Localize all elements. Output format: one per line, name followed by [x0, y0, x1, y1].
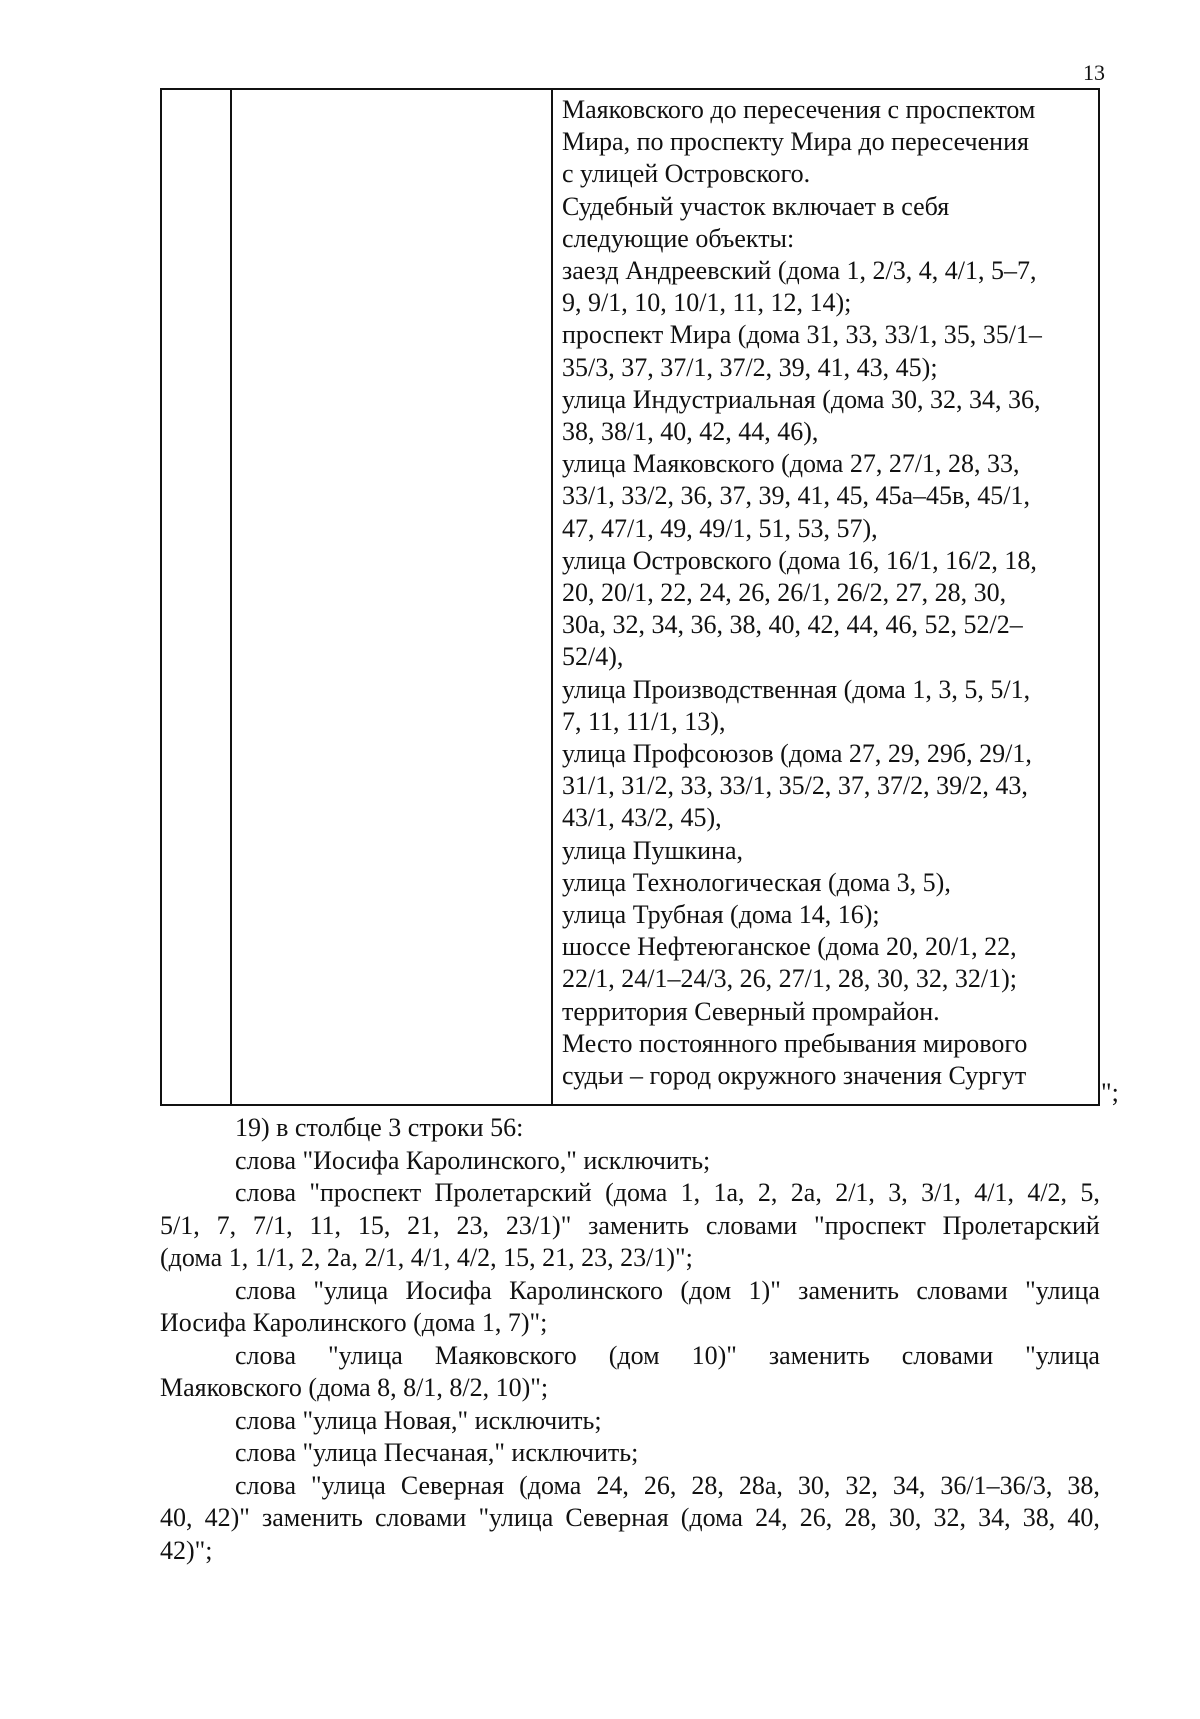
- word: словами: [374, 1503, 467, 1532]
- column-3-line: с улицей Островского.: [562, 159, 811, 189]
- paragraph-2-line-2: [160, 1210, 1100, 1243]
- word: 34,: [978, 1503, 1011, 1532]
- word: 32,: [845, 1470, 878, 1500]
- word: (дом: [680, 1275, 732, 1305]
- word: (дома: [519, 1470, 582, 1500]
- word: 1,: [680, 1178, 701, 1207]
- column-3-line: заезд Андреевский (дома 1, 2/3, 4, 4/1, 5–7,: [562, 256, 1037, 286]
- word: "улица: [311, 1470, 386, 1500]
- word: 23,: [456, 1210, 489, 1240]
- word: (дома: [605, 1178, 668, 1207]
- paragraph-7-line-3: 42)";: [160, 1535, 213, 1565]
- word: 2/1,: [835, 1178, 875, 1207]
- column-3-line: Место постоянного пребывания мирового: [562, 1028, 1028, 1058]
- word: (дома: [680, 1503, 743, 1532]
- word: Пролетарский: [434, 1178, 592, 1207]
- column-3-line: территория Северный промрайон.: [562, 996, 940, 1026]
- word: 32,: [933, 1503, 967, 1532]
- column-3-line: 31/1, 31/2, 33, 33/1, 35/2, 37, 37/2, 39/2, 43,: [562, 771, 1028, 801]
- word: 3,: [888, 1178, 908, 1207]
- column-3-line: улица Профсоюзов (дома 27, 29, 29б, 29/1,: [562, 739, 1032, 769]
- paragraph-2-line-1: [235, 1177, 1100, 1210]
- column-3-line: улица Островского (дома 16, 16/1, 16/2, 18,: [562, 545, 1037, 575]
- word: 28,: [844, 1503, 877, 1532]
- column-3-line: 47, 47/1, 49, 49/1, 51, 53, 57),: [562, 513, 878, 543]
- column-3-line: 38, 38/1, 40, 42, 44, 46),: [562, 417, 819, 447]
- column-3-line: 43/1, 43/2, 45),: [562, 803, 722, 833]
- word: 38,: [1067, 1470, 1100, 1500]
- paragraph-2: [160, 1177, 1100, 1210]
- word: 40,: [160, 1503, 193, 1532]
- word: слова: [235, 1340, 296, 1370]
- word: 10)": [691, 1340, 737, 1370]
- word: 4/1,: [974, 1178, 1014, 1207]
- paragraph-7-line-1: [235, 1470, 1100, 1503]
- word: Пролетарский: [942, 1210, 1100, 1240]
- word: 21,: [407, 1210, 440, 1240]
- word: 36/1–36/3,: [940, 1470, 1053, 1500]
- word: "улица: [1025, 1340, 1100, 1370]
- paragraph-3-line-1: [235, 1275, 1100, 1308]
- column-3-line: проспект Мира (дома 31, 33, 33/1, 35, 35/1–: [562, 320, 1042, 350]
- word: 38,: [1022, 1503, 1056, 1532]
- word: заменить: [588, 1210, 689, 1240]
- column-3-line: 7, 11, 11/1, 13),: [562, 706, 726, 736]
- paragraph-5: слова "улица Новая," исключить;: [235, 1405, 602, 1435]
- word: словами: [705, 1210, 798, 1240]
- column-3-line: улица Трубная (дома 14, 16);: [562, 900, 880, 930]
- column-3-line: 9, 9/1, 10, 10/1, 11, 12, 14);: [562, 288, 852, 318]
- word: 15,: [357, 1210, 391, 1240]
- word: слова: [235, 1275, 296, 1305]
- paragraph-2-line-3: (дома 1, 1/1, 2, 2а, 2/1, 4/1, 4/2, 15, 21, 23, 23/1)";: [160, 1243, 693, 1272]
- column-3-line: 52/4),: [562, 642, 624, 672]
- item-heading: 19) в столбце 3 строки 56:: [235, 1113, 524, 1142]
- word: словами: [901, 1340, 994, 1370]
- word: 23/1)": [505, 1210, 572, 1240]
- word: 30,: [797, 1470, 831, 1500]
- word: 28,: [691, 1470, 724, 1500]
- page-number: 13: [1083, 60, 1105, 85]
- column-3-line: Мира, по проспекту Мира до пересечения: [562, 127, 1029, 157]
- word: словами: [916, 1275, 1008, 1305]
- paragraph-3-line-2: Иосифа Каролинского (дома 1, 7)";: [160, 1308, 548, 1337]
- word: 34,: [892, 1470, 926, 1500]
- column-3-line: шоссе Нефтеюганское (дома 20, 20/1, 22,: [562, 932, 1017, 962]
- paragraph-7-line-2: [160, 1502, 1100, 1535]
- word: "улица: [328, 1340, 403, 1370]
- word: (дом: [608, 1340, 660, 1370]
- word: заменить: [768, 1340, 870, 1370]
- word: "улица: [1025, 1275, 1100, 1305]
- word: 7/1,: [252, 1210, 293, 1240]
- word: 24,: [755, 1503, 788, 1532]
- word: Каролинского: [509, 1275, 663, 1305]
- word: 28а,: [738, 1470, 783, 1500]
- word: 5,: [1080, 1178, 1100, 1207]
- column-3-line: 22/1, 24/1–24/3, 26, 27/1, 28, 30, 32, 32/1);: [562, 964, 1017, 994]
- column-3-line: улица Пушкина,: [562, 835, 743, 865]
- word: "проспект: [309, 1178, 422, 1207]
- column-3-line: улица Производственная (дома 1, 3, 5, 5/1,: [562, 674, 1031, 704]
- column-3-line: улица Маяковского (дома 27, 27/1, 28, 33,: [562, 449, 1020, 479]
- word: "улица: [478, 1503, 554, 1532]
- word: "проспект: [814, 1210, 926, 1240]
- word: 26,: [799, 1503, 833, 1532]
- word: "улица: [313, 1275, 389, 1305]
- column-3-line: улица Индустриальная (дома 30, 32, 34, 36,: [562, 384, 1041, 414]
- word: 7,: [216, 1210, 237, 1240]
- column-divider-1: [230, 90, 232, 1104]
- amendment-body: [160, 1112, 1100, 1567]
- table-closing-quote: ";: [1101, 1078, 1119, 1107]
- word: 30,: [888, 1503, 922, 1532]
- column-3-line: следующие объекты:: [562, 223, 795, 253]
- word: Северная: [565, 1503, 669, 1532]
- table-column-3-text: [562, 94, 1090, 1092]
- paragraph-1: слова "Иосифа Каролинского," исключить;: [235, 1145, 711, 1175]
- paragraph-6: слова "улица Песчаная," исключить;: [235, 1438, 639, 1467]
- word: 11,: [309, 1210, 341, 1240]
- column-divider-2: [551, 90, 553, 1104]
- column-3-line: 30а, 32, 34, 36, 38, 40, 42, 44, 46, 52, 52/2–: [562, 610, 1023, 640]
- word: 1)": [748, 1275, 781, 1305]
- word: 4/2,: [1027, 1178, 1068, 1207]
- amendment-table: [160, 88, 1100, 1106]
- column-3-line: Судебный участок включает в себя: [562, 191, 950, 221]
- word: Иосифа: [405, 1275, 492, 1305]
- column-3-line: улица Технологическая (дома 3, 5),: [562, 867, 951, 897]
- paragraph-4-line-1: [235, 1340, 1100, 1373]
- word: заменить: [262, 1503, 363, 1532]
- column-3-line: судьи – город окружного значения Сургут: [562, 1061, 1027, 1091]
- word: 24,: [596, 1470, 629, 1500]
- word: заменить: [798, 1275, 900, 1305]
- word: Северная: [400, 1470, 505, 1500]
- column-3-line: 35/3, 37, 37/1, 37/2, 39, 41, 43, 45);: [562, 352, 938, 382]
- word: 42)": [204, 1503, 250, 1532]
- word: 2а,: [790, 1178, 822, 1207]
- word: 2,: [757, 1178, 778, 1207]
- word: 40,: [1067, 1503, 1100, 1532]
- column-3-line: 20, 20/1, 22, 24, 26, 26/1, 26/2, 27, 28, 30,: [562, 578, 1007, 608]
- word: слова: [235, 1178, 296, 1207]
- word: 26,: [643, 1470, 677, 1500]
- word: 5/1,: [160, 1210, 200, 1240]
- column-3-line: 33/1, 33/2, 36, 37, 39, 41, 45, 45а–45в, 45/1,: [562, 481, 1030, 511]
- word: 1а,: [713, 1178, 745, 1207]
- word: Маяковского: [434, 1340, 577, 1370]
- column-3-line: Маяковского до пересечения с проспектом: [562, 95, 1036, 124]
- word: 3/1,: [921, 1178, 961, 1207]
- word: слова: [235, 1470, 296, 1500]
- paragraph-4-line-2: Маяковского (дома 8, 8/1, 8/2, 10)";: [160, 1373, 549, 1402]
